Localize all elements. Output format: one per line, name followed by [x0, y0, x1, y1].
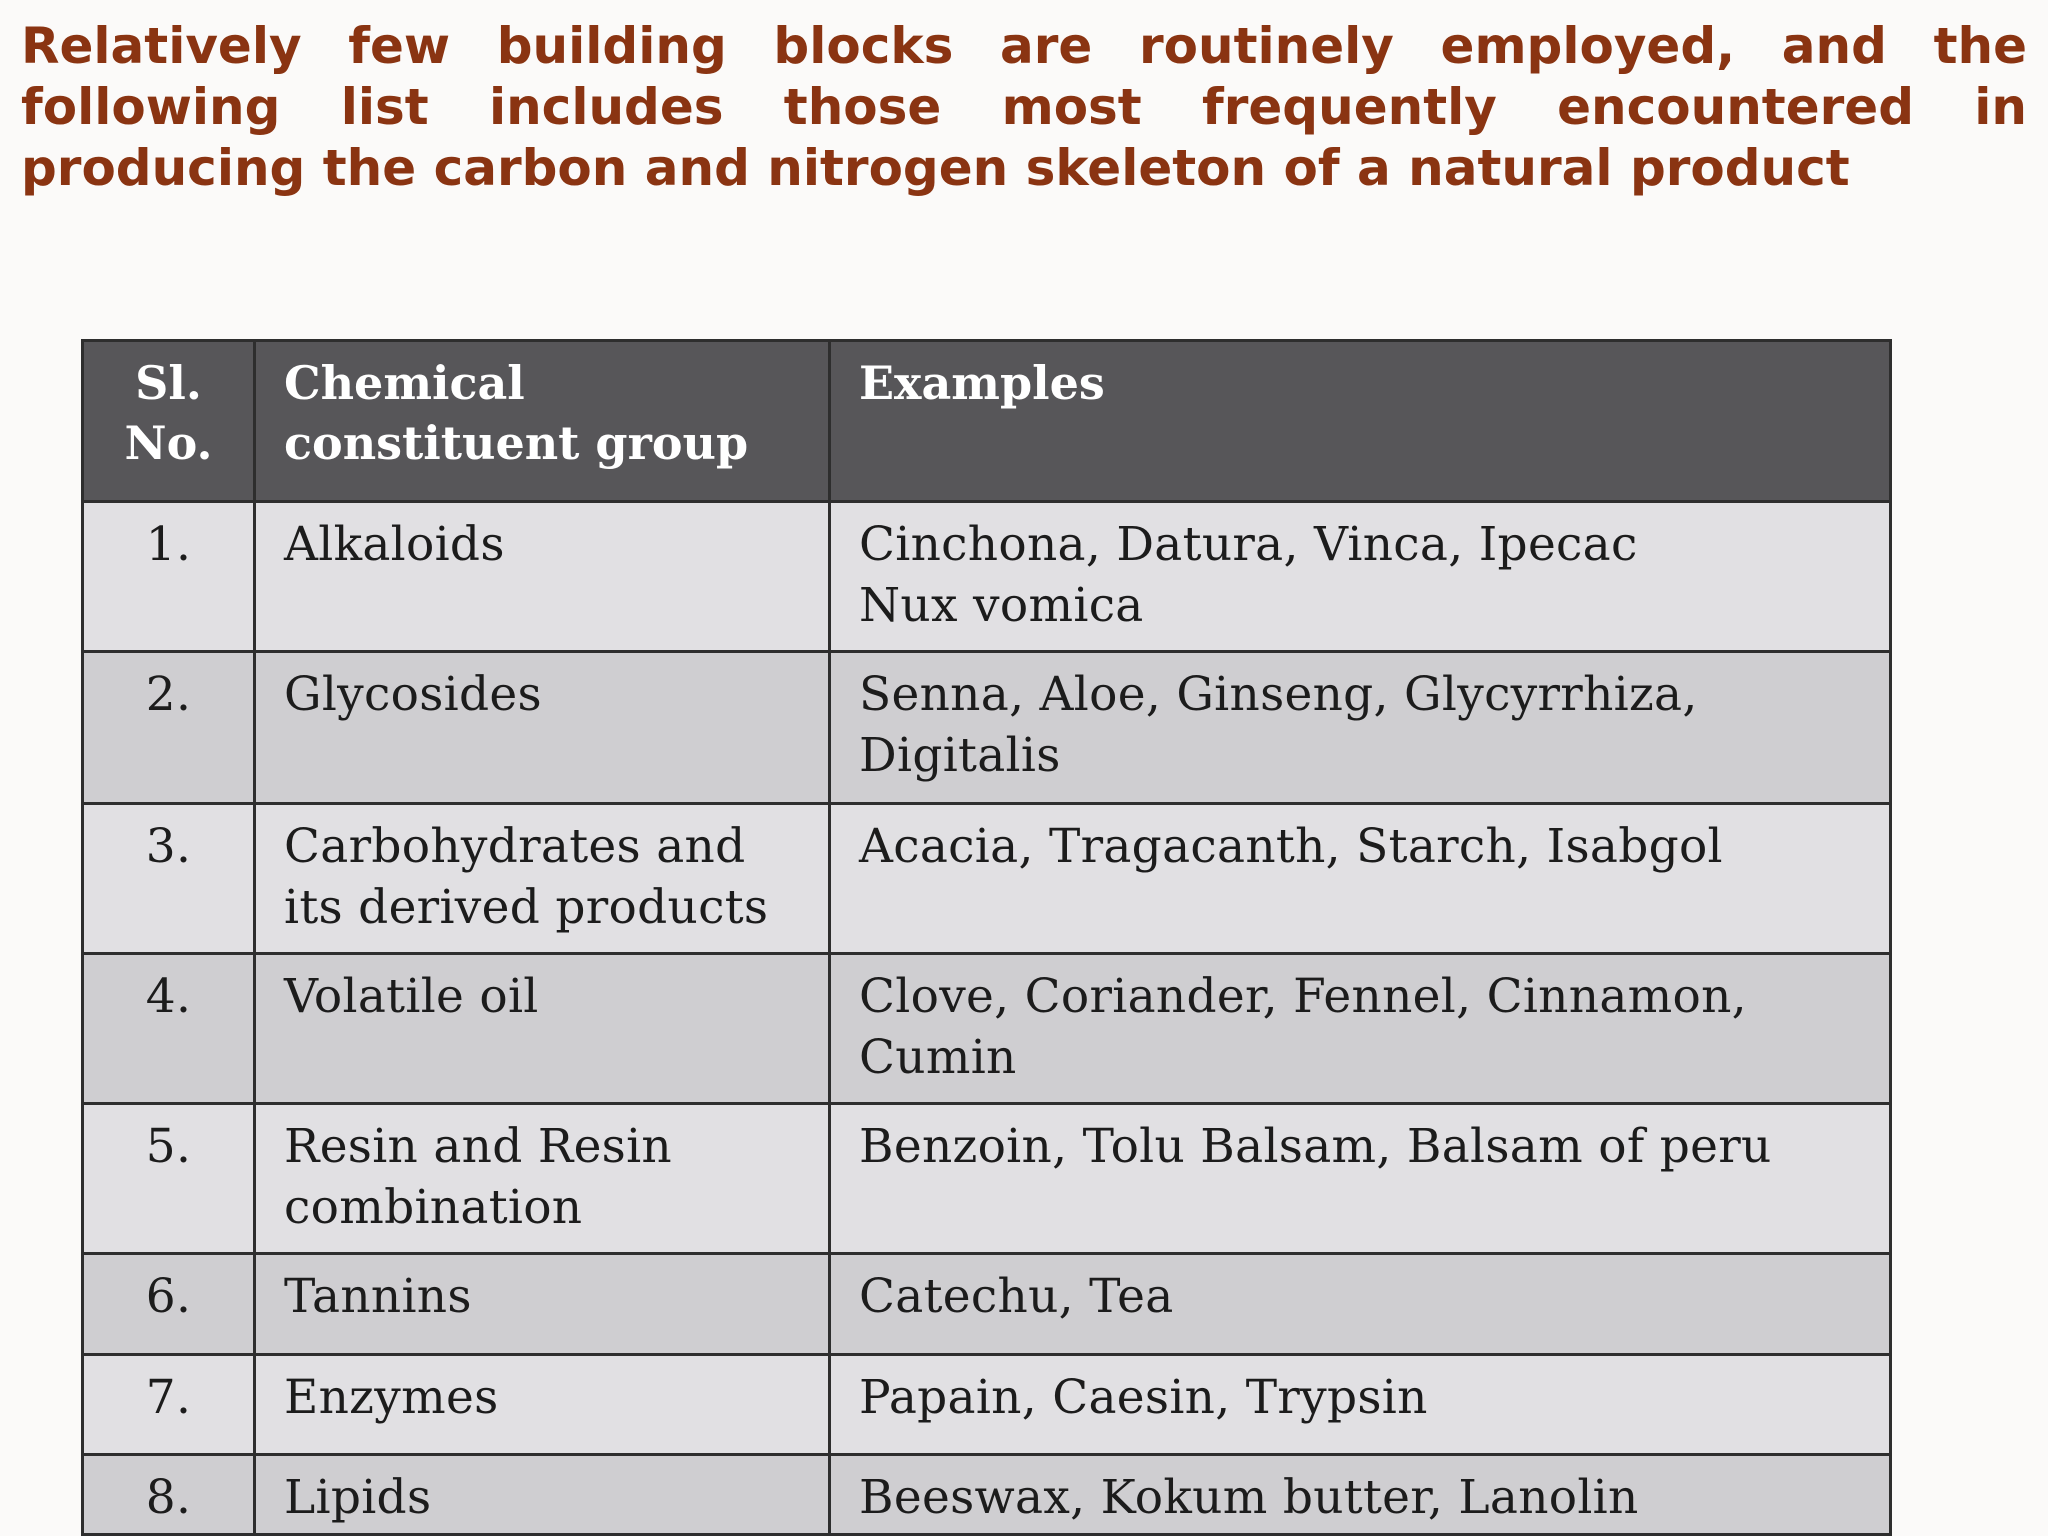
- table-row: [83, 1455, 1891, 1535]
- table-row: [83, 502, 1891, 652]
- table-row: [83, 954, 1891, 1104]
- header-chemical-group: Chemical constituent group: [255, 341, 830, 502]
- table-row: [83, 1254, 1891, 1355]
- row-group: Lipids: [255, 1455, 830, 1535]
- row-examples: Cinchona, Datura, Vinca, Ipecac Nux vomica: [830, 502, 1891, 652]
- intro-paragraph: [21, 16, 2027, 199]
- row-examples: Acacia, Tragacanth, Starch, Isabgol: [830, 804, 1891, 954]
- intro-line: producing the carbon and nitrogen skeleton of a natural product: [21, 139, 1850, 197]
- row-group: Glycosides: [255, 652, 830, 804]
- row-examples: Catechu, Tea: [830, 1254, 1891, 1355]
- table-row: [83, 1104, 1891, 1254]
- row-examples: Papain, Caesin, Trypsin: [830, 1355, 1891, 1455]
- intro-line: Relatively few building blocks are routinely employed, and the: [21, 17, 2027, 75]
- row-number: 5.: [83, 1104, 255, 1254]
- row-number: 8.: [83, 1455, 255, 1535]
- table-row: [83, 804, 1891, 954]
- row-number: 7.: [83, 1355, 255, 1455]
- row-number: 6.: [83, 1254, 255, 1355]
- row-number: 1.: [83, 502, 255, 652]
- row-examples: Clove, Coriander, Fennel, Cinnamon, Cumin: [830, 954, 1891, 1104]
- row-group: Carbohydrates and its derived products: [255, 804, 830, 954]
- row-number: 3.: [83, 804, 255, 954]
- row-group: Alkaloids: [255, 502, 830, 652]
- row-examples: Senna, Aloe, Ginseng, Glycyrrhiza, Digitalis: [830, 652, 1891, 804]
- row-number: 4.: [83, 954, 255, 1104]
- row-group: Volatile oil: [255, 954, 830, 1104]
- row-number: 2.: [83, 652, 255, 804]
- header-examples: Examples: [830, 341, 1891, 502]
- row-examples: Beeswax, Kokum butter, Lanolin: [830, 1455, 1891, 1535]
- table-header-row: [83, 341, 1891, 502]
- row-examples: Benzoin, Tolu Balsam, Balsam of peru: [830, 1104, 1891, 1254]
- constituents-table: [81, 339, 1892, 1536]
- table-row: [83, 652, 1891, 804]
- row-group: Enzymes: [255, 1355, 830, 1455]
- row-group: Tannins: [255, 1254, 830, 1355]
- header-sl-no: Sl. No.: [83, 341, 255, 502]
- table-row: [83, 1355, 1891, 1455]
- intro-line: following list includes those most frequently encountered in: [21, 78, 2027, 136]
- row-group: Resin and Resin combination: [255, 1104, 830, 1254]
